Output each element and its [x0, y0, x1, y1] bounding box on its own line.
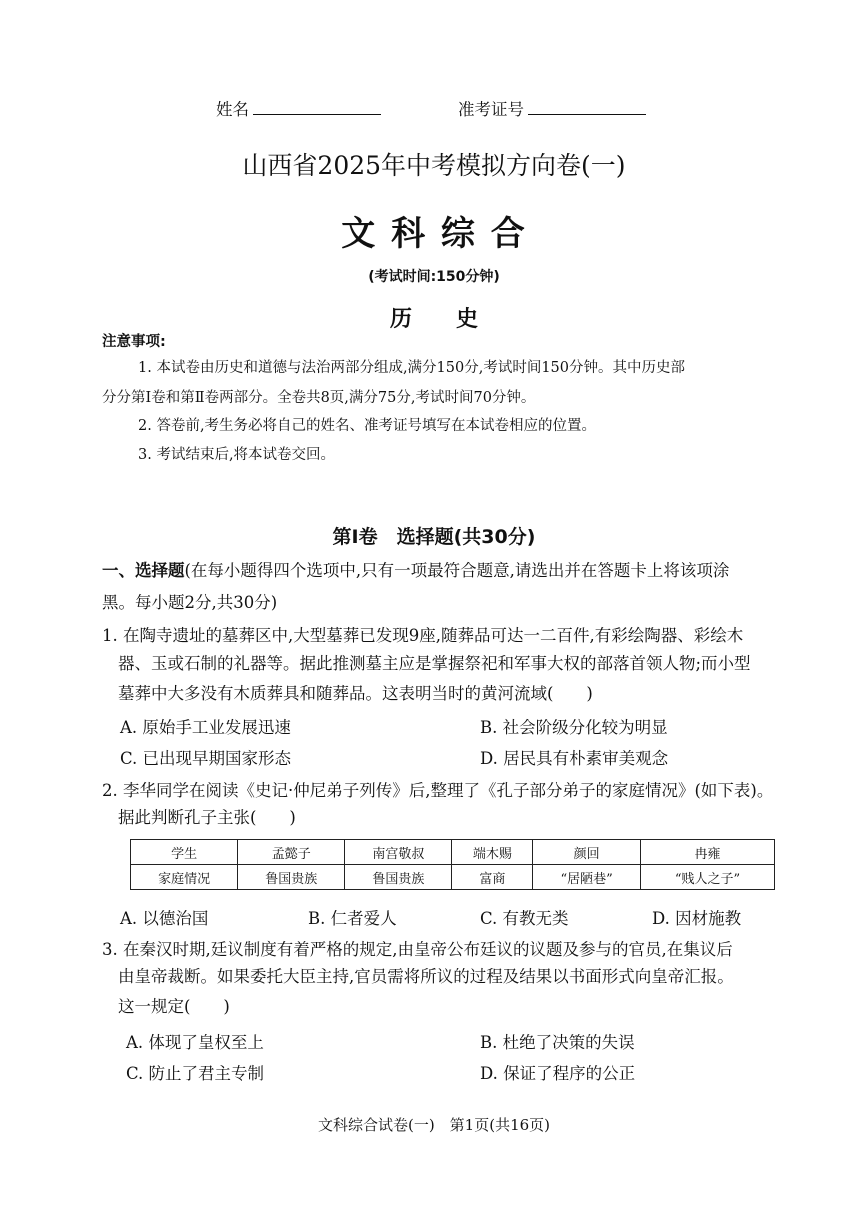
- table-cell: 家庭情况: [131, 865, 238, 890]
- q3-stem-line: 这一规定( ): [118, 997, 230, 1016]
- note-line: 3. 考试结束后,将本试卷交回。: [138, 447, 336, 463]
- exam-id-label: 准考证号: [458, 100, 524, 119]
- page-footer: 文科综合试卷(一) 第1页(共16页): [317, 1116, 551, 1134]
- table-cell: 孟懿子: [238, 840, 345, 865]
- table-cell: 颜回: [533, 840, 641, 865]
- q3-stem-line: 由皇帝裁断。如果委托大臣主持,官员需将所议的过程及结果以书面形式向皇帝汇报。: [118, 967, 734, 986]
- table-cell: “贱人之子”: [640, 865, 774, 890]
- section-title: 历 史: [389, 307, 478, 332]
- disciples-table: [130, 839, 775, 890]
- part1-intro-line2: 黑。每小题2分,共30分): [102, 593, 278, 612]
- name-field[interactable]: [216, 96, 381, 120]
- part1-intro-text: (在每小题得四个选项中,只有一项最符合题意,请选出并在答题卡上将该项涂: [184, 561, 730, 580]
- q2-option-a[interactable]: A. 以德治国: [120, 909, 209, 928]
- q3-option-a[interactable]: A. 体现了皇权至上: [126, 1033, 264, 1052]
- q1-stem-line: 墓葬中大多没有木质葬具和随葬品。这表明当时的黄河流域( ): [118, 684, 593, 703]
- notes-heading: 注意事项:: [102, 334, 166, 350]
- q3-option-d[interactable]: D. 保证了程序的公正: [480, 1064, 636, 1083]
- note-line: 分分第Ⅰ卷和第Ⅱ卷两部分。全卷共8页,满分75分,考试时间70分钟。: [102, 390, 536, 406]
- q1-option-a[interactable]: A. 原始手工业发展迅速: [120, 718, 291, 737]
- table-cell: 端木赐: [452, 840, 533, 865]
- exam-duration: (考试时间:150分钟): [368, 269, 500, 285]
- name-label: 姓名: [216, 100, 249, 119]
- table-cell: 冉雍: [640, 840, 774, 865]
- q1-option-d[interactable]: D. 居民具有朴素审美观念: [480, 749, 669, 768]
- q3-option-b[interactable]: B. 杜绝了决策的失误: [480, 1033, 635, 1052]
- q2-stem-line: 2. 李华同学在阅读《史记·仲尼弟子列传》后,整理了《孔子部分弟子的家庭情况》(如下表)。: [102, 781, 774, 800]
- table-cell: “居陋巷”: [533, 865, 641, 890]
- table-cell: 鲁国贵族: [238, 865, 345, 890]
- q2-option-c[interactable]: C. 有教无类: [480, 909, 569, 928]
- table-cell: 学生: [131, 840, 238, 865]
- table-cell: 南宫敬叔: [345, 840, 452, 865]
- name-blank[interactable]: [253, 114, 381, 115]
- table-cell: 鲁国贵族: [345, 865, 452, 890]
- q1-option-b[interactable]: B. 社会阶级分化较为明显: [480, 718, 668, 737]
- q2-option-d[interactable]: D. 因材施教: [652, 909, 742, 928]
- part1-heading: 第Ⅰ卷 选择题(共30分): [332, 526, 536, 548]
- exam-id-field[interactable]: [458, 96, 646, 120]
- q1-option-c[interactable]: C. 已出现早期国家形态: [120, 749, 292, 768]
- table-header-row: [131, 840, 775, 865]
- q3-stem-line: 3. 在秦汉时期,廷议制度有着严格的规定,由皇帝公布廷议的议题及参与的官员,在集议后: [102, 940, 733, 959]
- exam-title: 山西省2025年中考模拟方向卷(一): [242, 151, 626, 180]
- q1-stem-line: 1. 在陶寺遗址的墓葬区中,大型墓葬已发现9座,随葬品可达一二百件,有彩绘陶器、彩绘木: [102, 626, 744, 645]
- q2-stem-line: 据此判断孔子主张( ): [118, 808, 296, 827]
- table-cell: 富商: [452, 865, 533, 890]
- q1-stem-line: 器、玉或石制的礼器等。据此推测墓主应是掌握祭祀和军事大权的部落首领人物;而小型: [118, 654, 751, 673]
- exam-id-blank[interactable]: [528, 114, 646, 115]
- table-row: [131, 865, 775, 890]
- note-line: 2. 答卷前,考生务必将自己的姓名、准考证号填写在本试卷相应的位置。: [138, 418, 597, 434]
- q3-option-c[interactable]: C. 防止了君主专制: [126, 1064, 265, 1083]
- subject-title: 文 科 综 合: [341, 214, 527, 254]
- part1-intro: [102, 557, 729, 581]
- note-line: 1. 本试卷由历史和道德与法治两部分组成,满分150分,考试时间150分钟。其中历史部: [138, 360, 686, 376]
- part1-intro-label: 一、选择题: [102, 561, 185, 580]
- q2-option-b[interactable]: B. 仁者爱人: [308, 909, 397, 928]
